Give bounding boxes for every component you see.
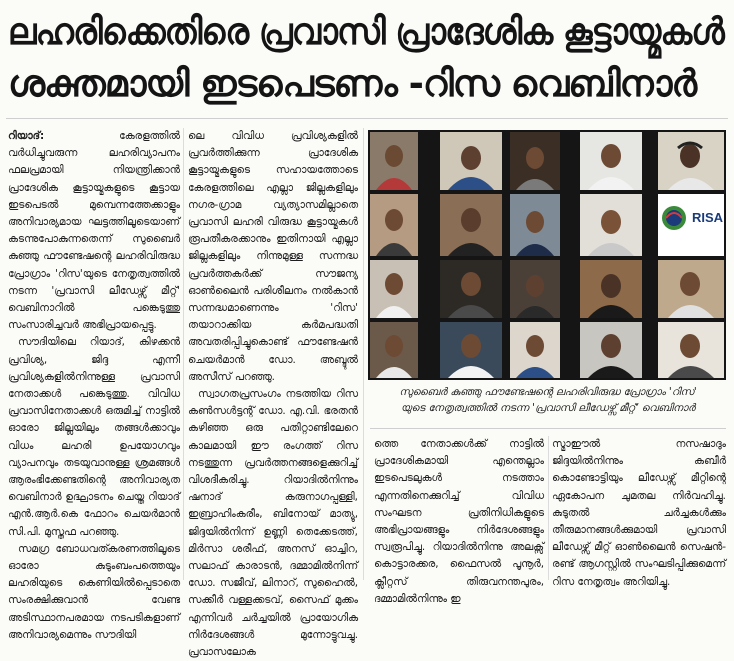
headline-line-2: ശക്തമായി ഇടപെടണം -റിസ വെബിനാർ [8, 62, 697, 105]
column-divider [548, 436, 549, 580]
participant-tile [370, 322, 418, 378]
participant-tile [440, 132, 502, 190]
participant-tile [370, 132, 418, 190]
participant-tile [658, 260, 724, 318]
article-paragraph: ലെ വിവിധ പ്രവിശ്യകളിൽ പ്രവർത്തിക്കുന്ന പ്രാദേശിക കൂട്ടായ്മകളുടെ സഹായത്തോടെ കേരളത്തിലെ എല്ലാ ജില്ലകളിലും നഗര-ഗ്രാമ വ്യത്യാസമില്ലാതെ പ്രവാസി ലഹരി വിരുദ്ധ കൂട്ടായ്മകൾ രൂപതീകരക്കാനും ഇതിനായി എല്ലാ ജില്ലകളിലും നിന്നുമുള്ള സന്നദ്ധ പ്രവർത്തകർക്ക് സൗജന്യ ഓൺലൈൻ പരിശീലനം നൽകാൻ സന്നദ്ധമാണെന്നും 'റിസ' തയാറാക്കിയ കർമപദ്ധതി അവതരിപ്പിച്ചുകൊണ്ട് ഫൗണ്ടേഷൻ ചെയർമാൻ ഡോ. അബ്ദുൽ അസീസ് പറഞ്ഞു. [188, 130, 358, 383]
participant-tile [370, 194, 418, 256]
participant-tile [580, 322, 642, 378]
article-paragraph [8, 128, 180, 334]
article-column-4: സ്മാഈൽ നസഷാദും ജിദ്ദയിൽനിന്നും കബീർ കൊണ്ടോട്ടിയും ലീഡേഴ്സ് മീറ്റിന്റെ ഏകോപന ചുമതല നിർവഹിച്ചു. കുടുതൽ ചർച്ചകൾക്കും തീരുമാനങ്ങൾക്കുമായി പ്രവാസി ലീഡേഴ്സ് മീറ്റ് ഓൺലൈൻ സെഷൻ-രണ്ട് ആഗസ്റ്റിൽ സംഘടിപ്പിക്കുമെന്ന് റിസ നേതൃത്വം അറിയിച്ചു. [552, 438, 726, 588]
participant-tile [658, 132, 724, 190]
risa-logo-text: RISA [692, 210, 724, 225]
article-column-3: ത്തെ നേതാക്കൾക്ക് നാട്ടിൽ പ്രാദേശികമായി എന്തെല്ലാം ഇടപെടലുകൾ നടത്താം എന്നതിനെക്കുറിച്ച് വിവിധ സംഘടന പ്രതിനിധികളുടെ അഭിപ്രായങ്ങളും നിർദേശങ്ങളും സ്വരൂപിച്ചു. റിയാദിൽനിന്നു അലക്സ് കൊട്ടാരക്കര, ഫൈസൽ പൂനൂർ, ക്ലീറ്റസ് തിരുവനന്തപുരം, ദമ്മാമിൽനിന്നും ഇ [374, 438, 544, 605]
webinar-screenshot-photo [368, 130, 726, 380]
article-paragraph: സമഗ്ര ബോധവത്കരണത്തിലൂടെ ഓരോ കുടുംബംപത്തെയും ലഹരിയുടെ കെണിയിൽപ്പെടാതെ സംരക്ഷിക്കുവാൻ വേണ്ട അടിസ്ഥാനപരമായ നടപടികളാണ് അനിവാര്യമെന്നും സൗദിയി [8, 542, 180, 641]
participant-tile [440, 194, 502, 256]
participant-tile [580, 132, 642, 190]
participant-tile [580, 194, 642, 256]
column-divider [363, 128, 364, 580]
risa-logo-icon [662, 206, 686, 230]
participant-tile [510, 132, 560, 190]
participant-tile [440, 322, 502, 378]
article-paragraph: സ്വാഗതപ്രസംഗം നടത്തിയ റിസ കൺസൾട്ടന്റ് ഡോ. എ.വി. ഭരതൻ കഴിഞ്ഞ ഒരു പതിറ്റാണ്ടിലേറെ കാലമായി ഈ രംഗത്ത് റിസ നടത്തുന്ന പ്രവർത്തനങ്ങളെക്കുറിച്ച് വിശദീകരിച്ചു. റിയാദിൽനിന്നും ഷനാദ് കരുനാഗപ്പള്ളി, ഇബ്രാഹിംകരീം, ബിനോയ് മാത്യു, ജിദ്ദയിൽനിന്ന് ഉണ്ണി തെക്കേടത്ത്, മിർസാ ശരീഫ്, അനസ് ഓച്ചിറ, സലാഫ് കാരാടൻ, ദമ്മാമിൽനിന്ന് ഡോ. സജീവ്, ലിനാറ്, സുഹൈൽ, സക്കീർ വള്ളക്കടവ്, സൈഫ് മുക്കം എന്നിവർ ചർച്ചയിൽ പ്രായോഗിക നിർദേശങ്ങൾ മുന്നോട്ടുവച്ചു. പ്രവാസലോക [188, 388, 358, 659]
photo-caption [370, 384, 726, 416]
video-call-grid [368, 130, 726, 380]
participant-tile [510, 194, 560, 256]
participant-tile [510, 322, 560, 378]
headline [8, 6, 728, 110]
participant-tile [370, 260, 418, 318]
participant-tile [580, 260, 642, 318]
column-divider [183, 128, 184, 580]
participant-tile [510, 260, 560, 318]
headline-rule [6, 118, 728, 119]
dateline: റിയാദ്: [8, 130, 45, 142]
participant-tile [440, 260, 502, 318]
participant-tile [658, 322, 724, 378]
headline-line-1: ലഹരിക്കെതിരെ പ്രവാസി പ്രാദേശിക കൂട്ടായ്മകൾ [8, 10, 724, 53]
caption-line-1: സുബൈർ കുഞ്ഞു ഫൗണ്ടേഷന്റെ ലഹരിവിരുദ്ധ പ്രോഗ്രാം 'റിസ' [399, 386, 697, 398]
article-text: കേരളത്തിൽ വർധിച്ചുവരുന്ന ലഹരിവ്യാപനം ഫലപ്രമായി നിയന്ത്രിക്കാൻ പ്രാദേശിക കൂട്ടായ്മകളുടെ കൂട്ടായ ഇടപെടൽ മുമ്പെന്നത്തേക്കാളും അനിവാര്യമായ ഘട്ടത്തിലൂടെയാണ് കടന്നുപോകുന്നതെന്ന് സുബൈർ കുഞ്ഞു ഫൗണ്ടേഷന്റെ ലഹരിവിരുദ്ധ പ്രോഗ്രാം 'റിസ'യുടെ നേതൃത്വത്തിൽ നടന്ന 'പ്രവാസി ലീഡേഴ്സ് മീറ്റ്' വെബിനാറിൽ പങ്കെടുത്തു സംസാരിച്ചവർ അഭിപ്രായപ്പെട്ടു. [8, 130, 180, 332]
article-column-2 [188, 128, 358, 659]
caption-rule [370, 428, 726, 429]
article-paragraph: സൗദിയിലെ റിയാദ്, കിഴക്കൻ പ്രവിശ്യ, ജിദ്ദ എന്നീ പ്രവിശ്യകളിൽനിന്നുള്ള പ്രവാസി നേതാക്കൾ പങ്കെടുത്തു. വിവിധ പ്രവാസിനേതാക്കൾ ഒരുമിച്ച് നാട്ടിൽ ഓരോ ജില്ലയിലും തങ്ങൾക്കാവും വിധം ലഹരി ഉപയോഗവും വ്യാപനവും തടയുവാനുള്ള ശ്രമങ്ങൾ ആരംഭിക്കേണ്ടതിന്റെ അനിവാര്യത വെബിനാർ ഉദ്ഘാടനം ചെയ്ത റിയാദ് എൻ.ആർ.കെ ഫോറം ചെയർമാൻ സി.പി. മുസ്തഫ പറഞ്ഞു. [8, 336, 180, 538]
article-column-1 [8, 128, 180, 641]
caption-line-2: യുടെ നേതൃത്വത്തിൽ നടന്ന 'പ്രവാസി ലീഡേഴ്സ് മീറ്റ്' വെബിനാർ [400, 402, 696, 414]
